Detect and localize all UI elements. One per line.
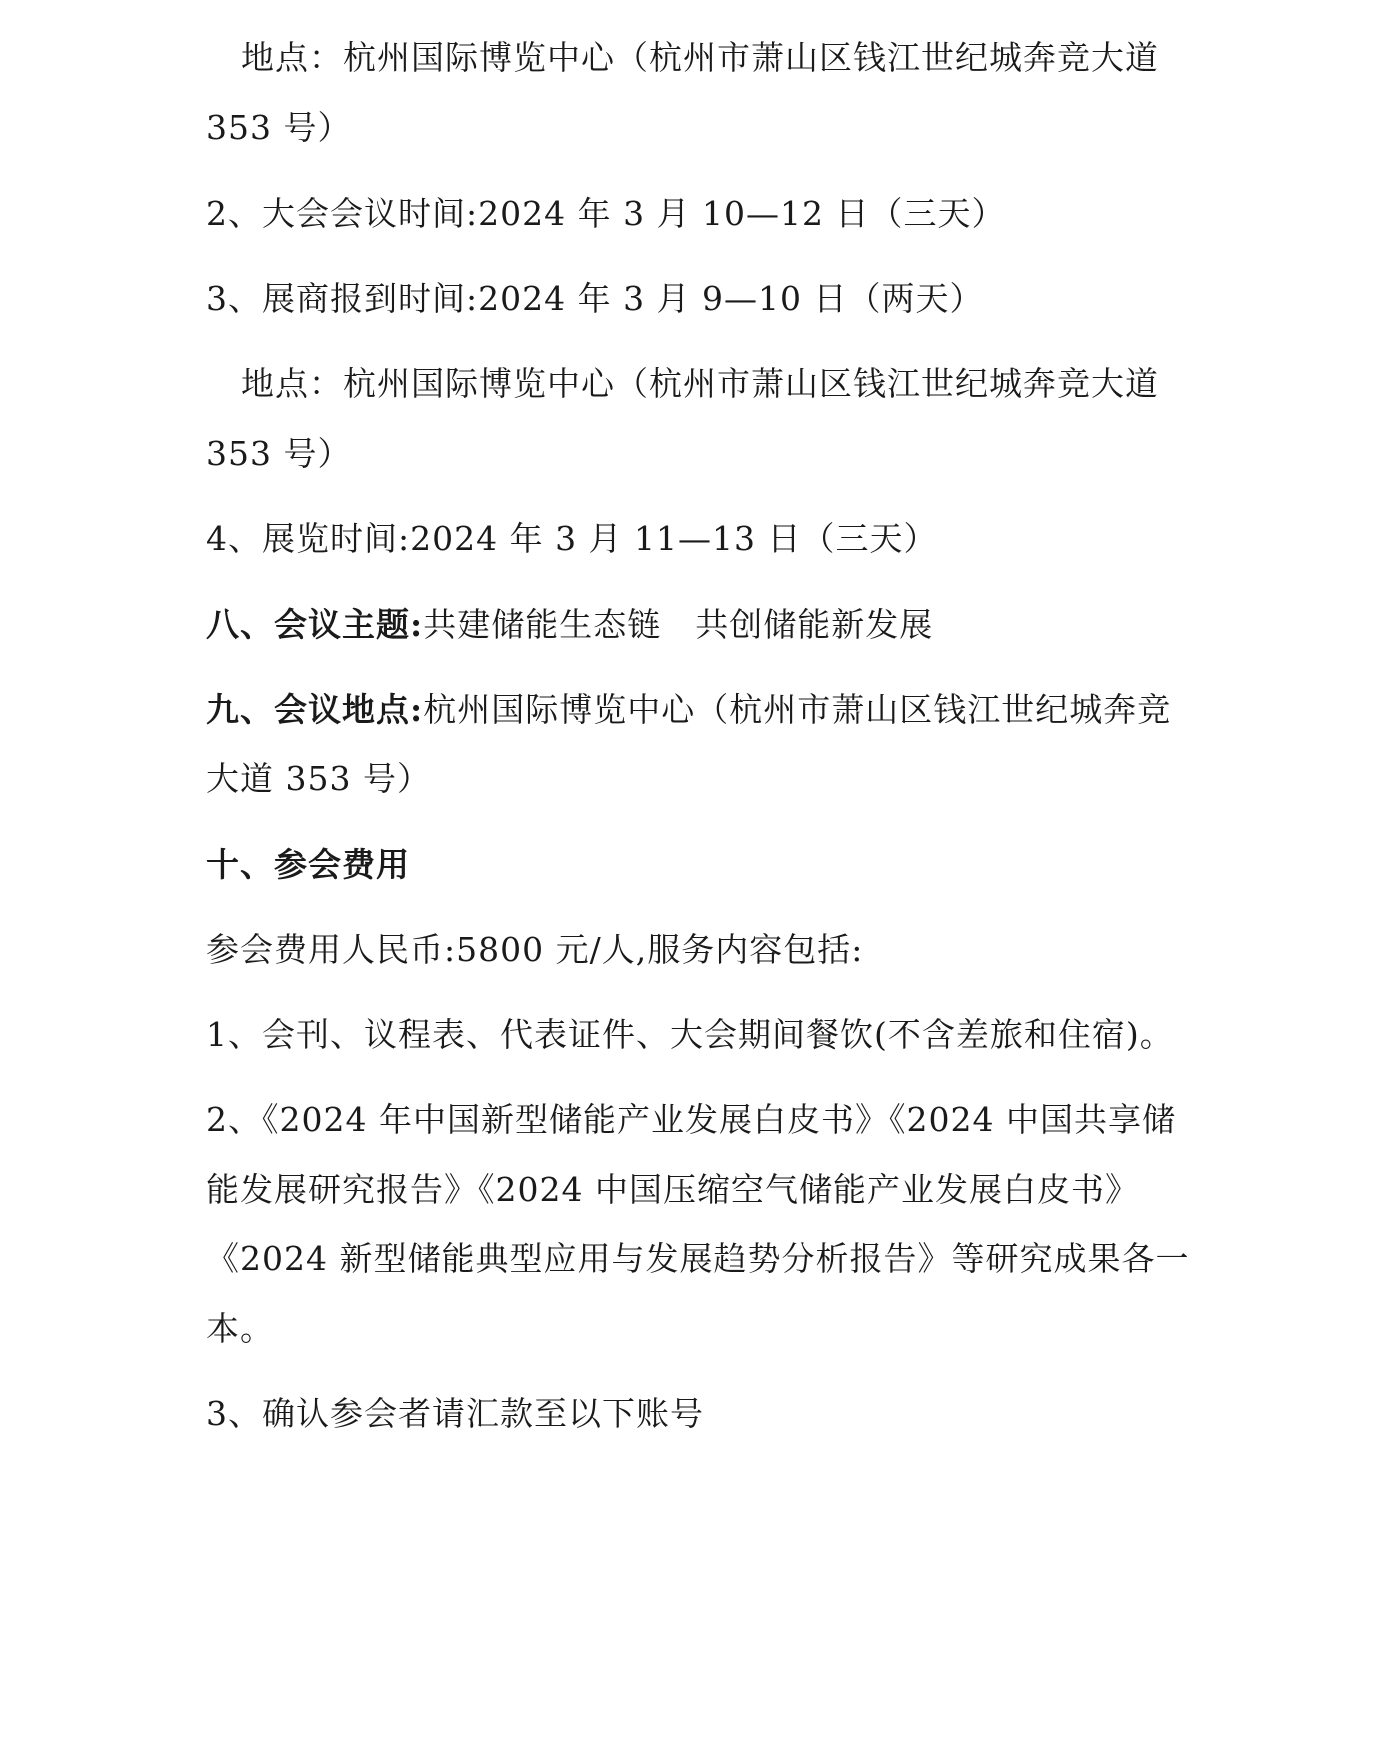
theme-text: 共建储能生态链 共创储能新发展	[423, 605, 934, 644]
section-theme	[206, 603, 1206, 647]
checkin-venue-line-1: 地点：杭州国际博览中心（杭州市萧山区钱江世纪城奔竞大道	[241, 364, 1159, 403]
section-fees-heading: 十、参会费用	[206, 845, 410, 884]
fee-item-2-line-3: 《2024 新型储能典型应用与发展趋势分析报告》等研究成果各一	[206, 1239, 1190, 1278]
fee-item-2-line-2: 能发展研究报告》《2024 中国压缩空气储能产业发展白皮书》	[206, 1170, 1139, 1209]
venue-heading: 九、会议地点:	[206, 690, 424, 729]
venue-text: 杭州国际博览中心（杭州市萧山区钱江世纪城奔竞	[423, 690, 1172, 729]
checkin-venue-line-2: 353 号）	[206, 434, 352, 473]
venue-line-2: 353 号）	[206, 108, 352, 147]
fee-amount: 参会费用人民币:5800 元/人,服务内容包括:	[206, 930, 864, 969]
fee-item-3: 3、确认参会者请汇款至以下账号	[206, 1394, 704, 1433]
venue-text-cont: 大道 353 号）	[206, 759, 431, 798]
venue-line-1: 地点：杭州国际博览中心（杭州市萧山区钱江世纪城奔竞大道	[241, 38, 1159, 77]
conference-time: 2、大会会议时间:2024 年 3 月 10—12 日（三天）	[206, 194, 1006, 233]
fee-item-2-line-4: 本。	[206, 1309, 274, 1348]
section-venue	[206, 688, 1206, 732]
fee-item-2-line-1: 2、《2024 年中国新型储能产业发展白皮书》《2024 中国共享储	[206, 1100, 1176, 1139]
exhibitor-checkin-time: 3、展商报到时间:2024 年 3 月 9—10 日（两天）	[206, 279, 984, 318]
theme-heading: 八、会议主题:	[206, 605, 424, 644]
fee-item-1: 1、会刊、议程表、代表证件、大会期间餐饮(不含差旅和住宿)。	[206, 1015, 1174, 1054]
exhibition-time: 4、展览时间:2024 年 3 月 11—13 日（三天）	[206, 519, 938, 558]
